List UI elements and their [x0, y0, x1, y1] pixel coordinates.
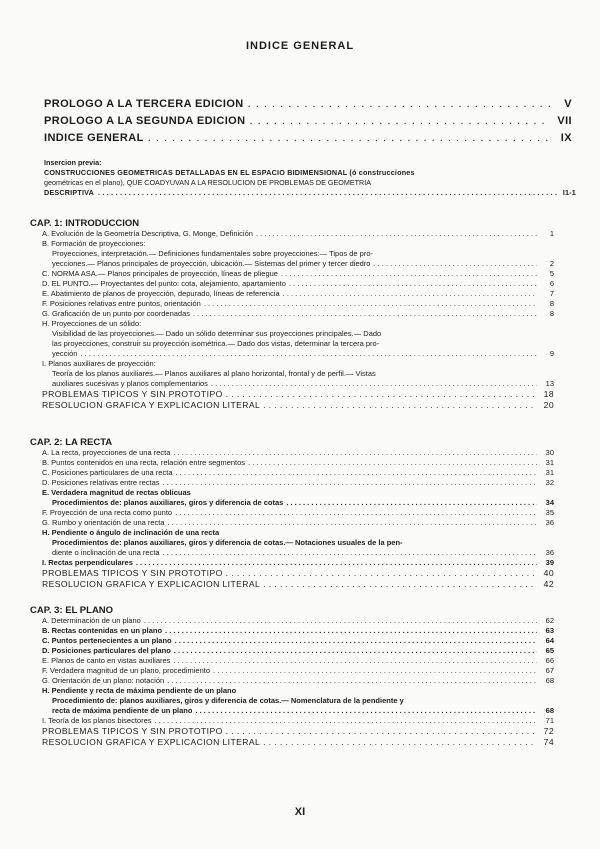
toc-entry-text: Teoría de los planos auxiliares.— Planos auxiliares al plano horizontal, frontal y de perfil.— Vistas: [52, 369, 376, 378]
toc-entry-page: 72: [543, 726, 554, 736]
toc-entry-page: 8: [549, 299, 554, 308]
toc-entry-text: PROBLEMAS TIPICOS Y SIN PROTOTIPO: [42, 726, 223, 736]
toc-entry-page: 20: [543, 400, 554, 410]
toc-entry-text: A. Evolución de la Geometría Descriptiva, G. Monge, Definición: [42, 229, 253, 238]
toc-entry-text: I. Planos auxiliares de proyección:: [42, 359, 156, 368]
toc-entry: [42, 696, 554, 706]
toc-entry-text: auxiliares sucesivas y planos complementarios: [52, 379, 208, 388]
toc-entry: [42, 359, 554, 369]
toc-entry: [42, 448, 554, 458]
dot-leader: [204, 299, 537, 309]
toc-entry-page: 34: [545, 498, 554, 507]
dot-leader: [163, 478, 537, 488]
toc-entry-text: F. Proyección de una recta como punto: [42, 508, 173, 517]
dot-leader: [98, 188, 559, 198]
toc-entry-text: E. Planos de canto en vistas auxiliares: [42, 656, 171, 665]
toc-entry: [42, 349, 554, 359]
toc-entry-text: H. Pendiente y recta de máxima pendiente de un plano: [42, 686, 237, 695]
toc-entry-text: A. Determinación de un plano: [42, 616, 141, 625]
toc-entry-page: 68: [545, 706, 554, 715]
toc-entry-text: B. Rectas contenidas en un plano: [42, 626, 163, 635]
dot-leader: [80, 349, 537, 359]
chapter-entries: [42, 448, 554, 590]
toc-entry-page: 6: [549, 279, 554, 288]
toc-entry-text: Procedimientos de: planos auxiliares, giros y diferencia de cotas.— Notaciones usuales de la pen-: [52, 538, 403, 547]
toc-entry: [42, 229, 554, 239]
toc-entry-text: E. Verdadera magnitud de rectas oblicuas: [42, 488, 191, 497]
toc-entry-page: 66: [545, 656, 554, 665]
toc-entry: [42, 656, 554, 666]
toc-entry: [42, 666, 554, 676]
toc-entry-text: recta de máxima pendiente de un plano: [52, 706, 193, 715]
front-entry-page: V: [564, 98, 572, 110]
front-entry-label: PROLOGO A LA TERCERA EDICION: [44, 98, 244, 110]
dot-leader: [226, 568, 537, 579]
toc-entry: [42, 518, 554, 528]
toc-entry-text: A. La recta, proyecciones de una recta: [42, 448, 171, 457]
page-title: INDICE GENERAL: [245, 40, 355, 52]
toc-entry: [42, 259, 554, 269]
dot-leader: [165, 626, 537, 636]
toc-entry-page: 42: [543, 579, 554, 589]
toc-entry: [42, 279, 554, 289]
front-entry-prologo-tercera: [44, 98, 572, 112]
dot-leader: [249, 115, 550, 127]
toc-entry-page: 74: [543, 737, 554, 747]
toc-entry-page: 67: [545, 666, 554, 675]
toc-entry-page: 71: [545, 716, 554, 725]
toc-entry-text: Proyecciones, interpretación.— Definiciones fundamentales sobre proyecciones:— Tipos de pro-: [52, 249, 373, 258]
dot-leader: [211, 379, 537, 389]
toc-entry: [42, 636, 554, 646]
dot-leader: [144, 616, 537, 626]
dot-leader: [289, 279, 537, 289]
toc-entry: [42, 299, 554, 309]
toc-entry-text: G. Graficación de un punto por coordenadas: [42, 309, 191, 318]
chapter-heading: CAP. 2: LA RECTA: [30, 437, 113, 448]
toc-entry: [42, 737, 554, 748]
toc-entry-text: D. Posiciones particulares del plano: [42, 646, 171, 655]
dot-leader: [226, 389, 537, 400]
toc-entry-page: 40: [543, 568, 554, 578]
toc-entry-page: 36: [545, 518, 554, 527]
dot-leader: [263, 579, 537, 590]
toc-entry-page: 9: [549, 349, 554, 358]
toc-entry-page: 7: [549, 289, 554, 298]
toc-entry: [42, 616, 554, 626]
toc-entry-text: RESOLUCION GRAFICA Y EXPLICACION LITERAL: [42, 400, 261, 410]
toc-entry: [42, 726, 554, 737]
toc-entry: [42, 269, 554, 279]
chapter-heading: CAP. 3: EL PLANO: [30, 605, 114, 616]
toc-entry: [42, 528, 554, 538]
dot-leader: [175, 508, 537, 518]
toc-entry-text: D. EL PUNTO.— Proyectantes del punto: cota, alejamiento, apartamiento: [42, 279, 286, 288]
toc-entry-page: 62: [545, 616, 554, 625]
dot-leader: [174, 646, 537, 656]
toc-entry: [42, 579, 554, 590]
dot-leader: [226, 726, 537, 737]
toc-entry-text: RESOLUCION GRAFICA Y EXPLICACION LITERAL: [42, 737, 261, 747]
toc-entry: [42, 548, 554, 558]
front-entry-label: INDICE GENERAL: [44, 132, 144, 144]
insercion-line: DESCRIPTIVA: [44, 188, 94, 197]
dot-leader: [256, 229, 537, 239]
toc-entry: [42, 389, 554, 400]
toc-entry: [42, 239, 554, 249]
toc-entry: [42, 508, 554, 518]
dot-leader: [193, 309, 537, 319]
toc-entry-page: 8: [549, 309, 554, 318]
toc-entry: [42, 468, 554, 478]
toc-entry: [42, 716, 554, 726]
dot-leader: [173, 448, 537, 458]
toc-entry-page: 18: [543, 389, 554, 399]
dot-leader: [286, 498, 537, 508]
dot-leader: [283, 289, 537, 299]
front-entry-prologo-segunda: [44, 115, 572, 129]
chapter-entries: [42, 229, 554, 411]
toc-entry-text: B. Formación de proyecciones:: [42, 239, 146, 248]
front-entry-page: IX: [560, 132, 572, 144]
dot-leader: [173, 656, 537, 666]
front-entry-page: VII: [557, 115, 572, 127]
toc-entry-text: Procedimiento de: planos auxiliares, giros y diferencia de cotas.— Nomenclatura de la pendiente y: [52, 696, 404, 705]
dot-leader: [136, 558, 537, 568]
toc-entry: [42, 289, 554, 299]
front-entry-indice-general: [44, 132, 572, 146]
toc-entry: [42, 379, 554, 389]
toc-entry-page: 31: [545, 458, 554, 467]
toc-entry: [42, 400, 554, 411]
toc-entry-text: F. Posiciones relativas entre puntos, orientación: [42, 299, 201, 308]
toc-entry: [42, 706, 554, 716]
toc-entry-text: B. Puntos contenidos en una recta, relación entre segmentos: [42, 458, 246, 467]
chapter-entries: [42, 616, 554, 748]
insercion-row: [44, 188, 576, 198]
dot-leader: [195, 706, 537, 716]
toc-entry-text: D. Posiciones relativas entre rectas: [42, 478, 160, 487]
toc-entry-page: 2: [549, 259, 554, 268]
page-folio: XI: [294, 806, 306, 818]
toc-entry-page: 32: [545, 478, 554, 487]
toc-entry-text: C. Posiciones particulares de una recta: [42, 468, 173, 477]
toc-entry-page: 39: [545, 558, 554, 567]
toc-entry-page: 63: [545, 626, 554, 635]
toc-entry: [42, 568, 554, 579]
dot-leader: [155, 716, 537, 726]
toc-entry-text: I. Rectas perpendiculares: [42, 558, 133, 567]
toc-entry-page: 64: [545, 636, 554, 645]
toc-entry-text: Procedimientos de: planos auxiliares, giros y diferencia de cotas: [52, 498, 284, 507]
dot-leader: [248, 458, 537, 468]
toc-entry-text: RESOLUCION GRAFICA Y EXPLICACION LITERAL: [42, 579, 261, 589]
toc-entry: [42, 478, 554, 488]
toc-entry-page: 35: [545, 508, 554, 517]
toc-entry: [42, 369, 554, 379]
dot-leader: [281, 269, 537, 279]
dot-leader: [168, 518, 537, 528]
toc-entry-text: yección: [52, 349, 78, 358]
toc-entry-text: G. Orientación de un plano: notación: [42, 676, 165, 685]
toc-entry-text: H. Pendiente o ángulo de inclinación de una recta: [42, 528, 220, 537]
toc-entry: [42, 329, 554, 339]
dot-leader: [167, 676, 537, 686]
insercion-line: CONSTRUCCIONES GEOMETRICAS DETALLADAS EN EL ESPACIO BIDIMENSIONAL (ó construcciones: [44, 168, 415, 177]
toc-entry: [42, 249, 554, 259]
toc-entry: [42, 458, 554, 468]
dot-leader: [263, 400, 537, 411]
toc-entry-page: 31: [545, 468, 554, 477]
toc-entry-text: H. Proyecciones de un sólido:: [42, 319, 142, 328]
dot-leader: [163, 548, 537, 558]
toc-entry-page: 36: [545, 548, 554, 557]
toc-entry: [42, 626, 554, 636]
toc-entry-text: F. Verdadera magnitud de un plano, procedimiento: [42, 666, 211, 675]
toc-entry: [42, 498, 554, 508]
insercion-previa: [44, 158, 576, 198]
toc-entry-text: diente o inclinación de una recta: [52, 548, 160, 557]
toc-entry-text: Visibilidad de las proyecciones.— Dado un sólido determinar sus proyecciones principales.— Dado: [52, 329, 382, 338]
insercion-line: geométricas en el plano), QUE COADYUVAN A LA RESOLUCION DE PROBLEMAS DE GEOMETRIA: [44, 178, 372, 187]
toc-entry-text: PROBLEMAS TIPICOS Y SIN PROTOTIPO: [42, 389, 223, 399]
toc-entry: [42, 319, 554, 329]
toc-entry-page: 5: [549, 269, 554, 278]
toc-entry-page: 30: [545, 448, 554, 457]
dot-leader: [373, 259, 537, 269]
toc-entry-text: I. Teoría de los planos bisectores: [42, 716, 152, 725]
toc-entry: [42, 339, 554, 349]
dot-leader: [175, 636, 537, 646]
dot-leader: [176, 468, 538, 478]
chapter-heading: CAP. 1: INTRODUCCION: [30, 218, 140, 229]
toc-entry: [42, 309, 554, 319]
toc-entry-text: las proyecciones, construir su proyección isométrica.— Dado dos vistas, determinar la tercera pro-: [52, 339, 380, 348]
toc-entry-text: yecciones.— Planos principales de proyección, ubicación.— Sistemas del primer y tercer diedro: [52, 259, 371, 268]
toc-entry-text: C. Puntos pertenecientes a un plano: [42, 636, 172, 645]
toc-entry-page: 1: [549, 229, 554, 238]
toc-entry: [42, 676, 554, 686]
dot-leader: [148, 132, 550, 144]
insercion-label: Insercion previa:: [44, 158, 102, 167]
toc-entry-text: E. Abatimiento de planos de proyección, depurado, líneas de referencia: [42, 289, 280, 298]
toc-entry: [42, 646, 554, 656]
insercion-page: I1-1: [562, 188, 576, 197]
front-entry-label: PROLOGO A LA SEGUNDA EDICION: [44, 115, 246, 127]
toc-entry: [42, 686, 554, 696]
toc-entry-text: G. Rumbo y orientación de una recta: [42, 518, 165, 527]
toc-entry: [42, 558, 554, 568]
toc-entry-text: PROBLEMAS TIPICOS Y SIN PROTOTIPO: [42, 568, 223, 578]
dot-leader: [248, 98, 550, 110]
dot-leader: [213, 666, 537, 676]
toc-entry: [42, 538, 554, 548]
toc-entry-page: 65: [545, 646, 554, 655]
toc-entry: [42, 488, 554, 498]
toc-entry-page: 68: [545, 676, 554, 685]
toc-entry-text: C. NORMA ASA.— Planos principales de proyección, líneas de pliegue: [42, 269, 278, 278]
dot-leader: [263, 737, 537, 748]
toc-entry-page: 13: [545, 379, 554, 388]
